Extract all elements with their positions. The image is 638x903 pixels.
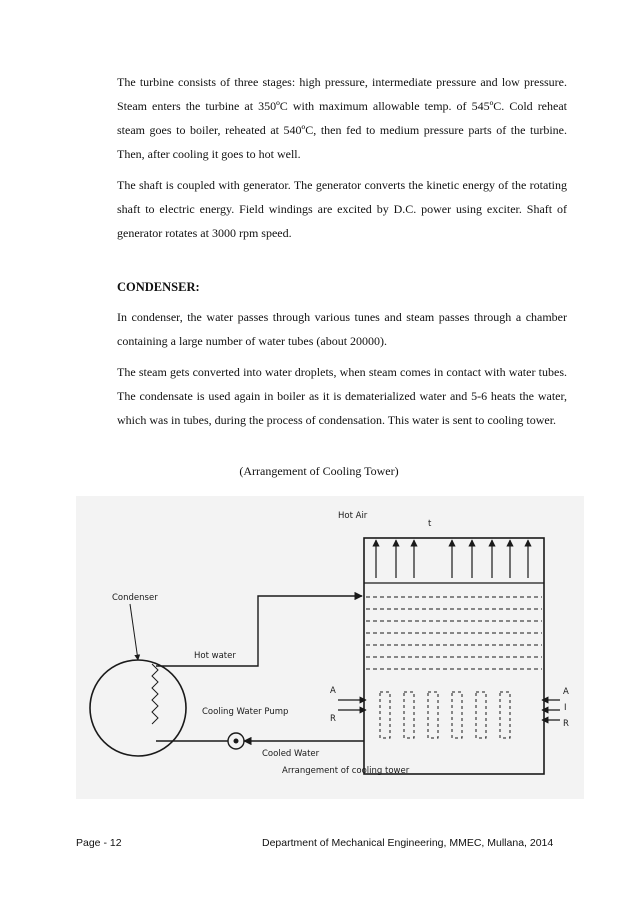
section-heading-condenser: CONDENSER: xyxy=(117,280,200,294)
label-hot-water: Hot water xyxy=(194,651,236,661)
label-r-right: R xyxy=(563,719,569,729)
hot-water-pipe xyxy=(156,596,362,666)
footer-department: Department of Mechanical Engineering, MMEC, Mullana, 2014 xyxy=(262,837,554,849)
label-arrangement: Arrangement of cooling tower xyxy=(282,766,410,776)
label-condenser: Condenser xyxy=(112,593,158,603)
paragraph-condenser-intro: In condenser, the water passes through various tunes and steam passes through a chamber containing a large number of water tubes (about 20000). xyxy=(117,310,567,348)
label-i-right: I xyxy=(564,703,567,713)
label-a-right: A xyxy=(563,687,569,697)
label-hot-air: Hot Air xyxy=(338,511,368,521)
paragraph-shaft: The shaft is coupled with generator. The generator converts the kinetic energy of the rotating shaft to electric energy. Field windings are excited by D.C. power using exciter. Shaft of generator rotates at 3000 rpm speed. xyxy=(117,178,567,240)
tower-fill-lines xyxy=(366,597,542,669)
figure-caption: (Arrangement of Cooling Tower) xyxy=(239,464,399,478)
footer-page-number: Page - 12 xyxy=(76,837,122,849)
label-a-left: A xyxy=(330,686,336,696)
cooling-tower-outline xyxy=(364,538,544,774)
label-cooling-water-pump: Cooling Water Pump xyxy=(202,707,289,717)
label-t: t xyxy=(428,519,432,529)
label-cooled-water: Cooled Water xyxy=(262,749,320,759)
cooling-tower-diagram xyxy=(76,496,584,799)
paragraph-turbine: The turbine consists of three stages: high pressure, intermediate pressure and low pressure. Steam enters the turbine at 350ºC with maximum allowable temp. of 545ºC. Cold reheat steam goes to boiler, reheated at 540ºC, then fed to medium pressure parts of the turbine. Then, after cooling it goes to hot well. xyxy=(117,75,567,161)
paragraph-condenser-process: The steam gets converted into water droplets, when steam comes in contact with water tubes. The condensate is used again in boiler as it is dematerialized water and 5-6 heats the water, which was in tubes, during the process of condensation. This water is sent to cooling tower. xyxy=(117,365,567,427)
tower-louvres xyxy=(380,692,510,738)
label-r-left: R xyxy=(330,714,336,724)
hot-air-arrows xyxy=(376,540,528,578)
